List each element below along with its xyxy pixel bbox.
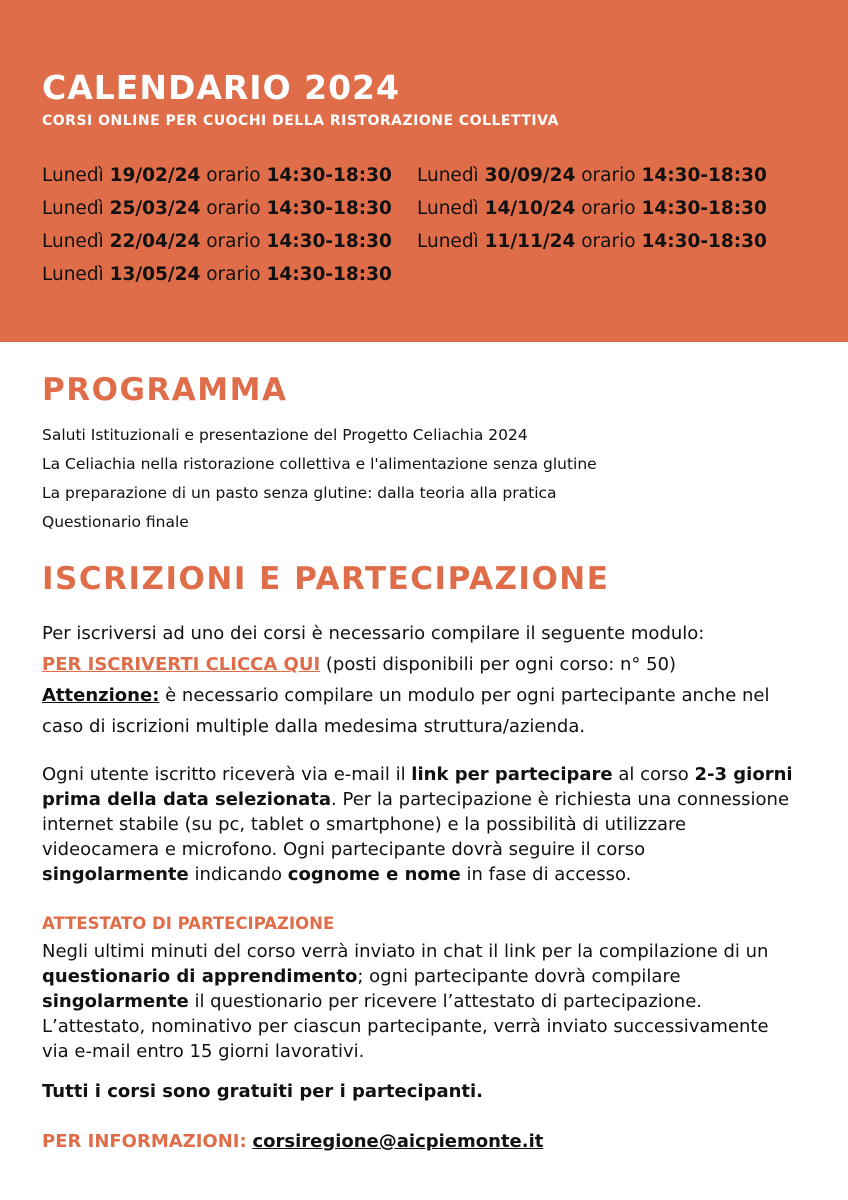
attestato-heading: ATTESTATO DI PARTECIPAZIONE: [42, 914, 335, 933]
contact-line: [42, 1130, 822, 1154]
list-item: Questionario finale: [42, 513, 189, 531]
register-link[interactable]: PER ISCRIVERTI CLICCA QUI: [42, 654, 321, 675]
page-subtitle: CORSI ONLINE PER CUOCHI DELLA RISTORAZIONE COLLETTIVA: [42, 113, 559, 129]
contact-email-link[interactable]: corsiregione@aicpiemonte.it: [252, 1131, 544, 1152]
date-row: Lunedì 13/05/24 orario 14:30-18:30: [42, 264, 392, 285]
programma-heading: PROGRAMMA: [42, 372, 288, 408]
date-row: Lunedì 30/09/24 orario 14:30-18:30: [417, 165, 767, 186]
dates-column-left: [42, 163, 392, 295]
date-row: Lunedì 14/10/24 orario 14:30-18:30: [417, 198, 767, 219]
iscrizioni-paragraph: [42, 618, 822, 742]
date-row: Lunedì 11/11/24 orario 14:30-18:30: [417, 231, 767, 252]
participation-paragraph: Ogni utente iscritto riceverà via e-mail il link per partecipare al corso 2-3 giorni prima della data selezionata. Per la partecipazione è richiesta una connessione internet stabile (su pc, tablet o smartphone) e la possibilità di utilizzare videocamera e microfono. Ogni partecipante dovrà seguire il corso singolarmente indicando cognome e nome in fase di accesso.: [42, 764, 793, 885]
list-item: Saluti Istituzionali e presentazione del Progetto Celiachia 2024: [42, 426, 528, 444]
free-note: Tutti i corsi sono gratuiti per i partecipanti.: [42, 1081, 484, 1102]
attention-label: Attenzione:: [42, 685, 160, 706]
date-row: Lunedì 19/02/24 orario 14:30-18:30: [42, 165, 392, 186]
dates-column-right: [417, 163, 767, 262]
page-title: CALENDARIO 2024: [42, 68, 400, 107]
programma-list: [42, 423, 597, 539]
contact-label: PER INFORMAZIONI:: [42, 1131, 247, 1152]
date-row: Lunedì 25/03/24 orario 14:30-18:30: [42, 198, 392, 219]
list-item: La Celiachia nella ristorazione collettiva e l'alimentazione senza glutine: [42, 455, 597, 473]
iscrizioni-heading: ISCRIZIONI E PARTECIPAZIONE: [42, 561, 610, 597]
date-row: Lunedì 22/04/24 orario 14:30-18:30: [42, 231, 392, 252]
list-item: La preparazione di un pasto senza glutine: dalla teoria alla pratica: [42, 484, 557, 502]
attention-line-2: caso di iscrizioni multiple dalla medesima struttura/azienda.: [42, 716, 586, 737]
header-banner: [0, 0, 848, 342]
attention-line: Attenzione: è necessario compilare un modulo per ogni partecipante anche nel: [42, 685, 770, 706]
link-note: (posti disponibili per ogni corso: n° 50): [320, 654, 677, 675]
iscrizioni-link-line: [42, 649, 822, 680]
iscrizioni-intro: Per iscriversi ad uno dei corsi è necessario compilare il seguente modulo:: [42, 623, 705, 644]
attestato-paragraph: Negli ultimi minuti del corso verrà inviato in chat il link per la compilazione di un questionario di apprendimento; ogni partecipante dovrà compilare singolarmente il questionario per ricevere l’attestato di partecipazione. L’attestato, nominativo per ciascun partecipante, verrà inviato successivamente via e-mail entro 15 giorni lavorativi.: [42, 941, 769, 1062]
